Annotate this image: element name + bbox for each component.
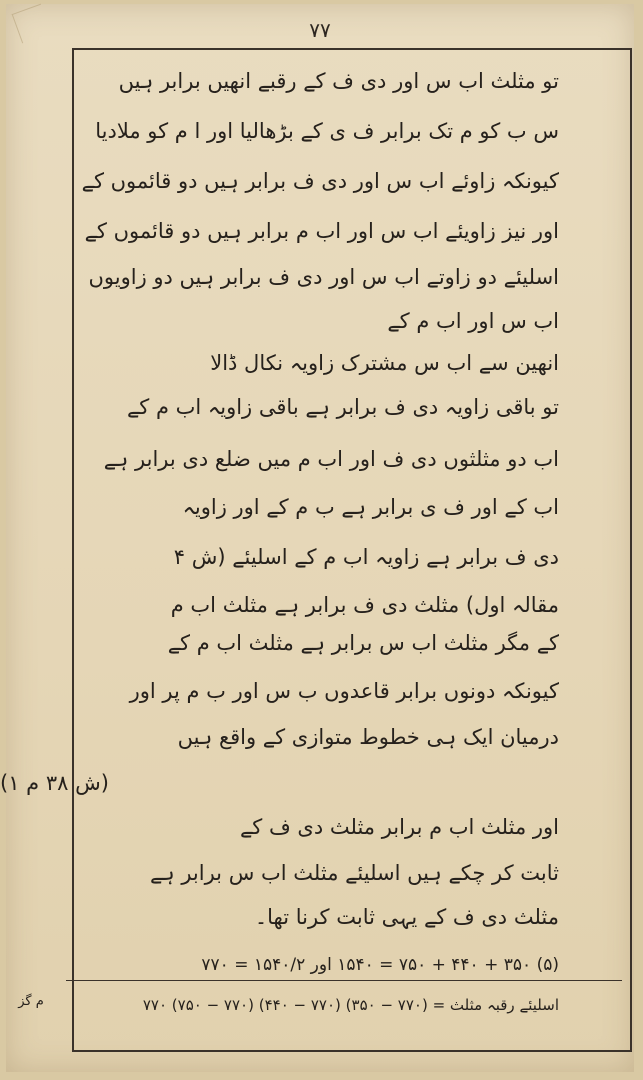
text-line: کے مگر مثلث اب س برابر ہے مثلث اب م کے [167,631,559,655]
text-line: مثلث دی ف کے یہی ثابت کرنا تھا۔ [254,905,559,929]
text-line: تو باقی زاویہ دی ف برابر ہے باقی زاویہ اب م کے [127,395,559,419]
page-number: ٧٧ [309,18,331,42]
text-line: ثابت کر چکے ہیں اسلیئے مثلث اب س برابر ہے [150,861,559,885]
text-line: کیونکہ زاوئے اب س اور دی ف برابر ہیں دو قائموں کے [81,169,559,193]
text-line: تو مثلث اب س اور دی ف کے رقبے انھیں برابر ہیں [118,69,559,93]
text-line: اسلیئے دو زاوتے اب س اور دی ف برابر ہیں دو زاویوں [88,265,559,289]
calculation-line: (۵) ۳۵۰ + ۴۴۰ + ۷۵۰ = ۱۵۴۰ اور ۱۵۴۰/۲ = ۷۷۰ [201,955,559,975]
text-line: س ب کو م تک برابر ف ی کے بڑھالیا اور ا م کو ملادیا [95,119,559,143]
text-line: دی ف برابر ہے زاویہ اب م کے اسلیئے (ش ۴ [173,545,559,569]
text-line: اب س اور اب م کے [387,309,559,333]
text-line [0,768,559,798]
text-line: اب دو مثلثوں دی ف اور اب م میں ضلع دی برابر ہے [103,447,559,471]
area-formula-line: اسلیئے رقبہ مثلث = (۷۷۰ − ۳۵۰) (۷۷۰ − ۴۴۰) (۷۷۰ − ۷۵۰) ۷۷۰ [142,996,559,1014]
text-line: کیونکہ دونوں برابر قاعدوں ب س اور ب م پر اور [129,679,559,703]
text-line: درمیان ایک ہی خطوط متوازی کے واقع ہیں [177,725,559,749]
text-line: مقالہ اول) مثلث دی ف برابر ہے مثلث اب م [170,593,559,617]
reference-note: (ش ۳۸ م ۱) [0,771,109,795]
text-line: اور نیز زاویئے اب س اور اب م برابر ہیں دو قائموں کے [84,219,559,243]
divider [66,980,622,981]
text-line: انھین سے اب س مشترک زاویہ نکال ڈالا [210,351,559,375]
side-note: م گز [18,994,44,1009]
text-line: اور مثلث اب م برابر مثلث دی ف کے [240,815,559,839]
text-line: اب کے اور ف ی برابر ہے ب م کے اور زاویہ [182,495,559,519]
